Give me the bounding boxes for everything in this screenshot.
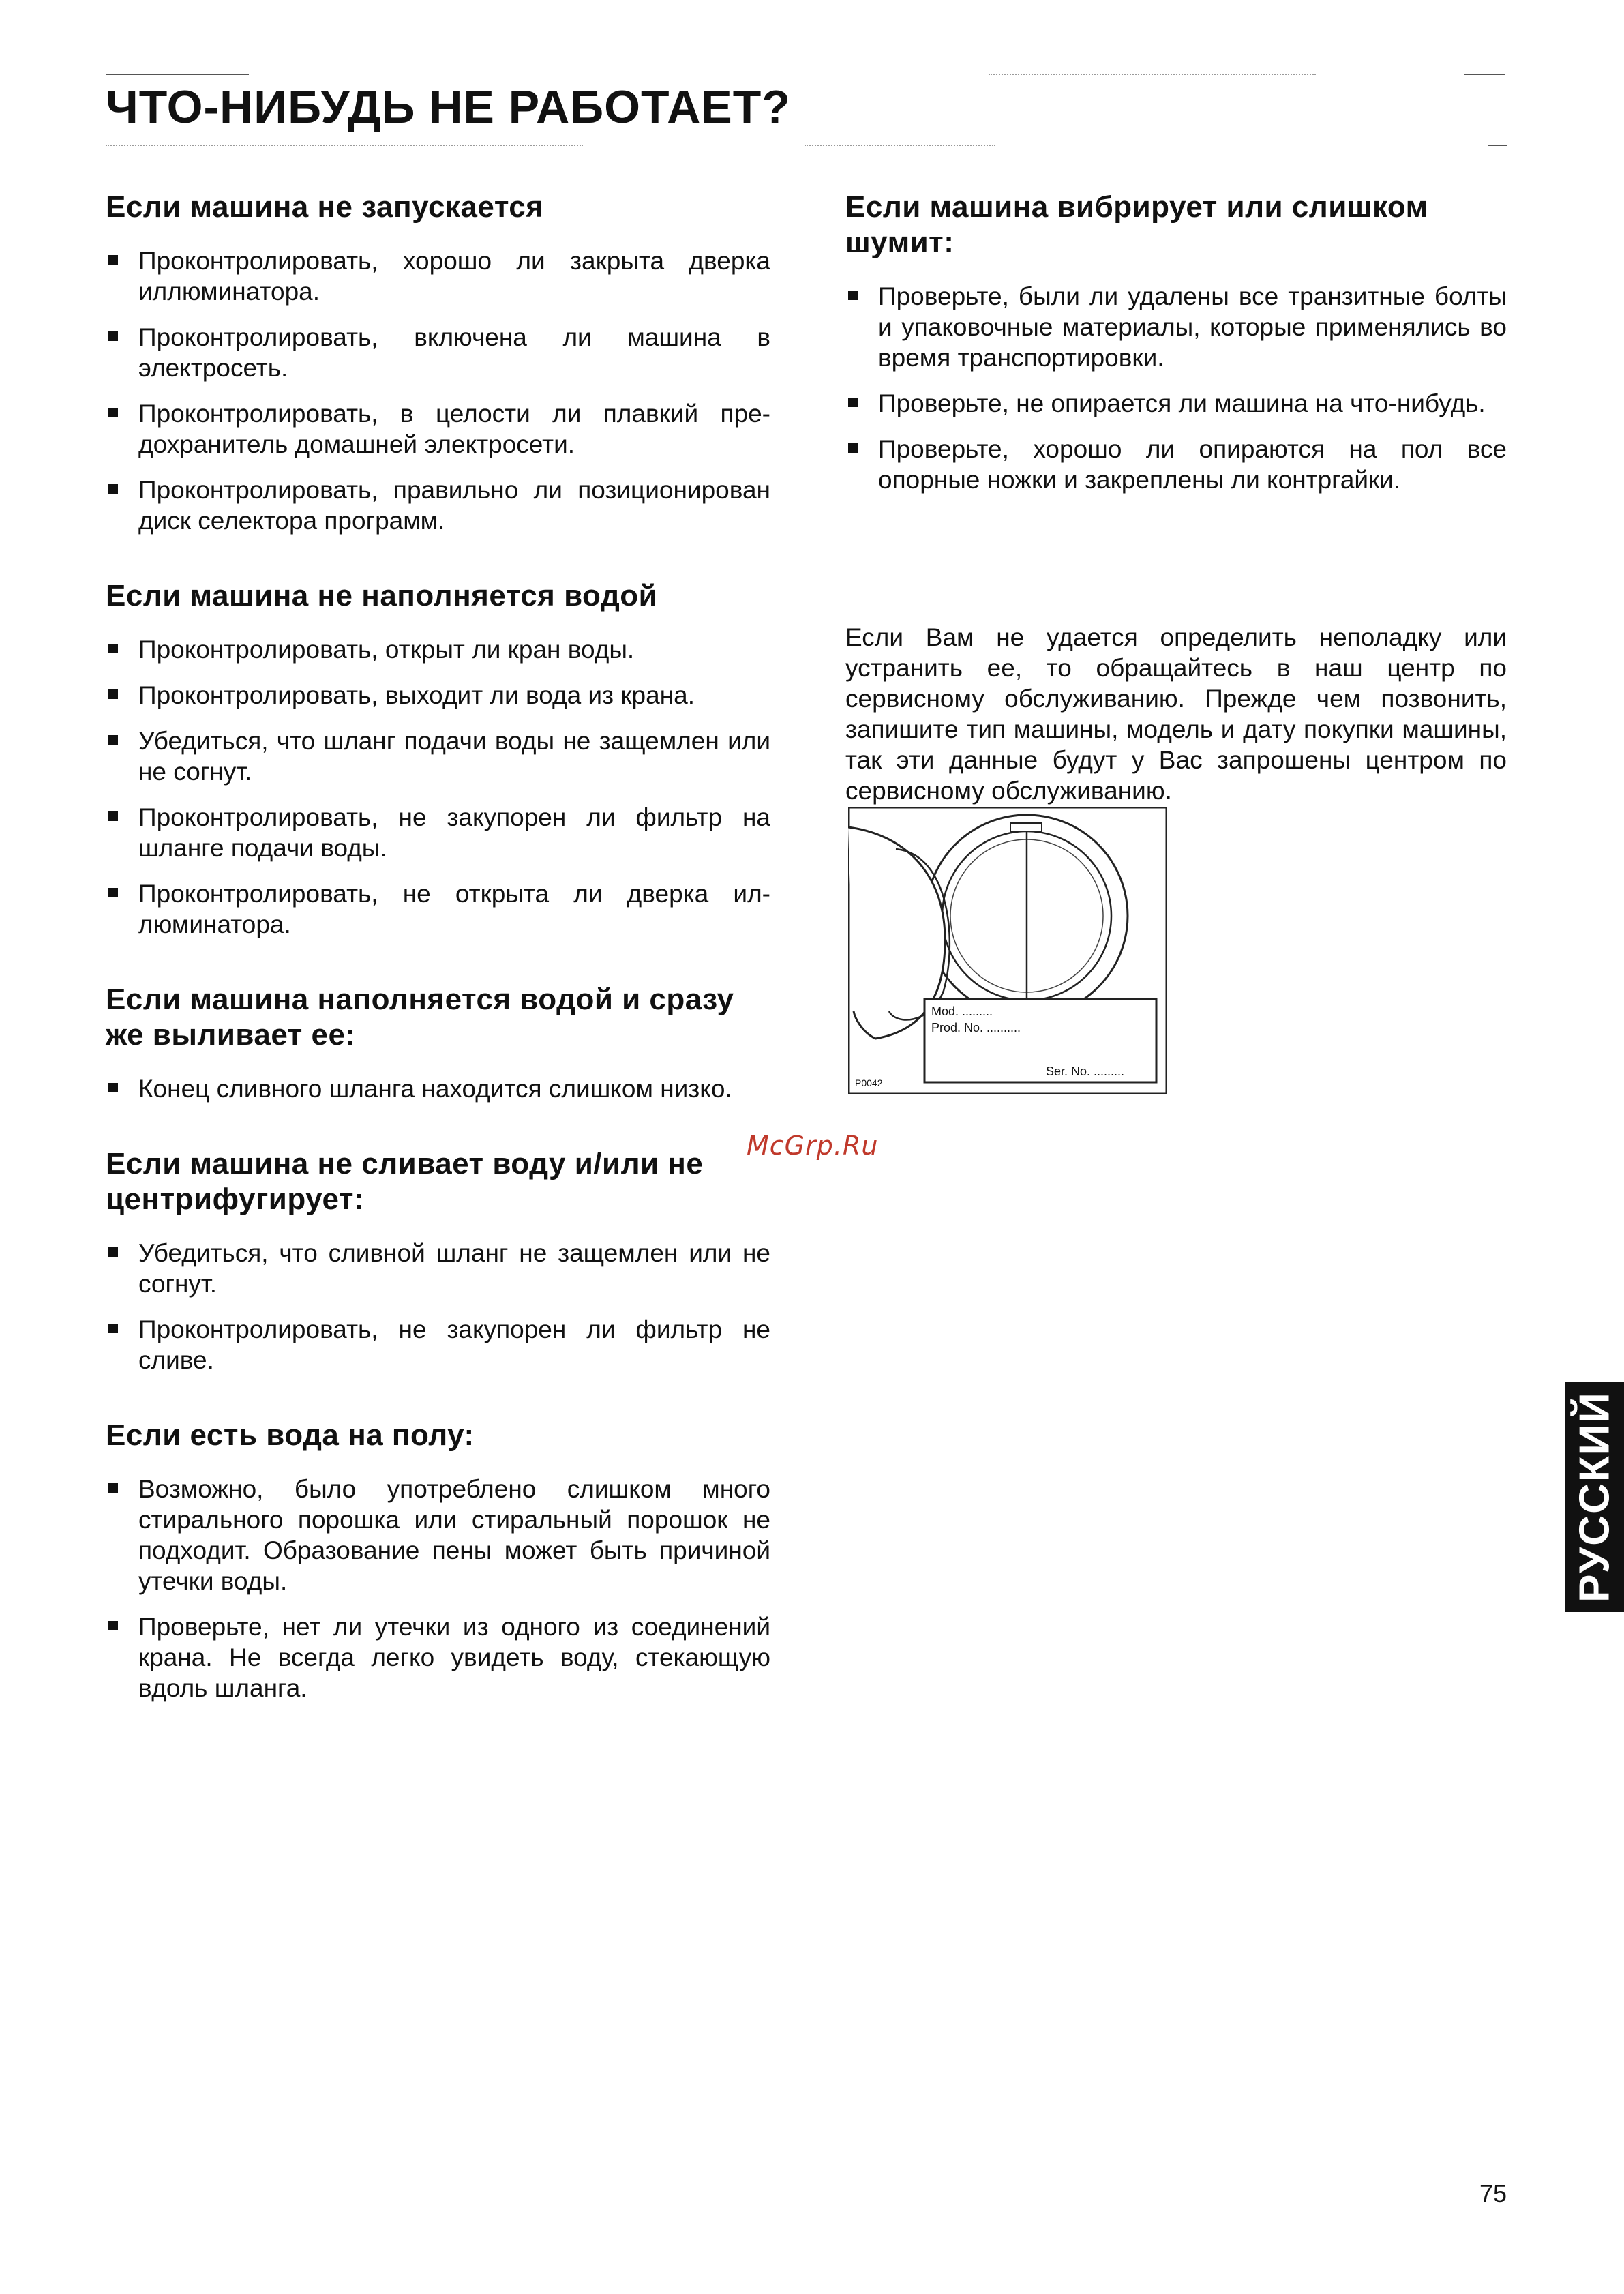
rating-plate-figure [848, 807, 1167, 1094]
list-item: Проконтролировать, выходит ли вода из крана. [106, 680, 770, 711]
header-rule-mid [989, 74, 1316, 75]
bullet-list [106, 1238, 770, 1375]
header-rule-left [106, 74, 249, 75]
section-not-starting [106, 190, 770, 536]
section-no-drain-spin [106, 1146, 770, 1375]
list-item: Проверьте, хорошо ли опираются на пол все опорные ножки и закреплены ли контргайки. [845, 434, 1507, 495]
list-item: Проконтролировать, не закупорен ли фильтр на шланге подачи воды. [106, 802, 770, 863]
plate-mod-label: Mod. ......... [931, 1004, 993, 1018]
section-heading: Если машина вибрирует или слишком шумит: [845, 190, 1428, 259]
bullet-list [106, 1073, 770, 1104]
list-item: Проверьте, были ли удалены все транзитные болты и упаковочные материалы, которые применялись во время транспортировки. [845, 281, 1507, 373]
list-item: Возможно, было употреблено слишком много стирального порошка или стиральный порошок не подходит. Образование пены может быть причиной утечки воды. [106, 1474, 770, 1596]
section-fills-and-drains [106, 982, 770, 1104]
section-heading: Если есть вода на полу: [106, 1418, 475, 1452]
language-tab-label: РУССКИЙ [1571, 1391, 1619, 1603]
left-column [106, 190, 770, 1746]
list-item: Проконтролировать, не открыта ли дверка иллюминатора. [106, 878, 770, 940]
right-column [845, 190, 1507, 537]
bullet-list [106, 1474, 770, 1703]
section-not-filling [106, 578, 770, 940]
bullet-list [845, 281, 1507, 495]
list-item: Проверьте, не опирается ли машина на что-нибудь. [845, 388, 1507, 419]
section-water-on-floor [106, 1418, 770, 1703]
list-item: Конец сливного шланга находится слишком низко. [106, 1073, 770, 1104]
list-item: Убедиться, что шланг подачи воды не защемлен или не согнут. [106, 726, 770, 787]
list-item: Проконтролировать, хорошо ли закрыта дверка иллюминатора. [106, 245, 770, 307]
section-vibration-noise [845, 190, 1507, 495]
title-underline-left [106, 145, 583, 146]
watermark: McGrp.Ru [747, 1131, 879, 1161]
page-title: ЧТО-НИБУДЬ НЕ РАБОТАЕТ? [106, 81, 791, 133]
section-heading: Если машина не сливает воду и/или не центрифугирует: [106, 1147, 704, 1216]
list-item: Проконтролировать, не закупорен ли фильтр не сливе. [106, 1314, 770, 1375]
list-item: Проконтролировать, включена ли машина в электросеть. [106, 322, 770, 383]
list-item: Проконтролировать, в целости ли плавкий предохранитель домашней электросети. [106, 398, 770, 460]
plate-prod-label: Prod. No. .......... [931, 1021, 1021, 1034]
plate-ser-label: Ser. No. ......... [1046, 1064, 1125, 1078]
header-rule-right [1464, 74, 1505, 75]
list-item: Убедиться, что сливной шланг не защемлен или не согнут. [106, 1238, 770, 1299]
section-heading: Если машина наполняется водой и сразу же выливает ее: [106, 983, 734, 1052]
list-item: Проконтролировать, правильно ли позиционирован диск селектора программ. [106, 475, 770, 536]
language-tab [1565, 1382, 1624, 1612]
service-note: Если Вам не удается определить неполадку или устранить ее, то обращайтесь в наш центр по сервисному обслуживанию. Прежде чем позвонить, запишите тип машины, модель и дату покупки машины, так эти данные будут у Вас запрошены центром по сервисному обслуживанию. [845, 623, 1507, 805]
page-number: 75 [1479, 2179, 1507, 2207]
title-underline-end [1488, 145, 1507, 146]
section-heading: Если машина не запускается [106, 190, 544, 224]
bullet-list [106, 245, 770, 536]
washing-machine-door-illustration [848, 807, 1167, 1094]
title-underline-right [805, 145, 995, 146]
section-heading: Если машина не наполняется водой [106, 579, 658, 612]
bullet-list [106, 634, 770, 940]
list-item: Проконтролировать, открыт ли кран воды. [106, 634, 770, 665]
figure-code: P0042 [855, 1077, 883, 1088]
list-item: Проверьте, нет ли утечки из одного из соединений крана. Не всегда легко увидеть воду, стекающую вдоль шланга. [106, 1611, 770, 1703]
